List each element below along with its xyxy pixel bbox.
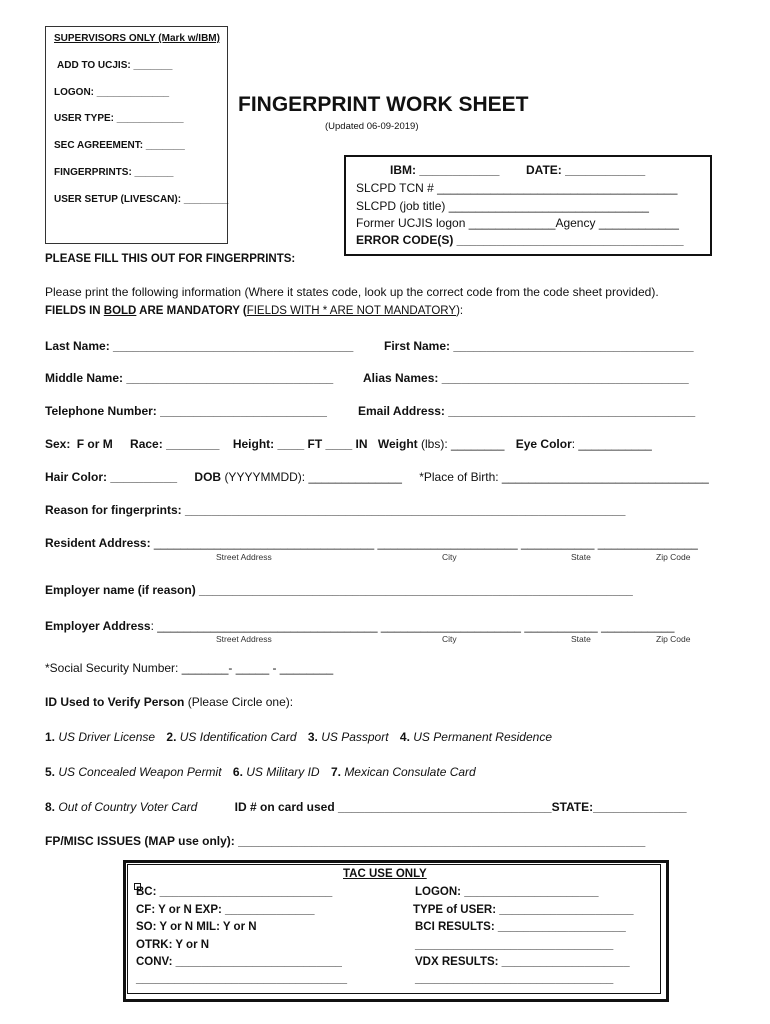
physical-row [45, 437, 652, 451]
slcpd-tcn-field[interactable]: SLCPD TCN # ____________________________________ [356, 181, 678, 195]
sec-agreement-field[interactable]: SEC AGREEMENT: _______ [54, 140, 185, 151]
id-option-3-label: US Passport [321, 730, 389, 744]
hair-dob-row [45, 470, 709, 484]
id-option-1-number: 1. [45, 730, 56, 744]
resident-address-label: Resident Address: [45, 536, 154, 550]
id-option-5[interactable] [45, 765, 222, 779]
employer-name-field[interactable]: Employer name (if reason) _________________________________________________________________ [45, 583, 633, 597]
employer-address-label: Employer Address [45, 619, 151, 633]
height-field[interactable]: Height: ____ FT ____ IN [232, 437, 368, 451]
id-option-1[interactable] [45, 730, 155, 744]
not-mandatory-text: FIELDS WITH * ARE NOT MANDATORY [246, 305, 457, 317]
tac-otrk-field[interactable]: OTRK: Y or N [136, 939, 210, 951]
id-option-5-label: US Concealed Weapon Permit [58, 765, 222, 779]
id-option-3-number: 3. [307, 730, 318, 744]
id-option-8[interactable] [45, 800, 197, 814]
user-setup-field[interactable]: USER SETUP (LIVESCAN): ________ [54, 194, 229, 205]
tac-left-blank[interactable]: _________________________________ [136, 973, 348, 985]
fields-in-text: FIELDS IN [45, 305, 104, 317]
tac-user-type-field[interactable]: TYPE of USER: _____________________ [413, 904, 634, 916]
hair-color-field[interactable]: Hair Color: __________ [45, 470, 178, 484]
id-option-4[interactable] [400, 730, 552, 744]
print-instructions: Please print the following information (Where it states code, look up the correct code from the code sheet provided). [45, 285, 659, 299]
id-option-4-number: 4. [399, 730, 410, 744]
id-option-8-label: Out of Country Voter Card [58, 800, 198, 814]
id-option-4-label: US Permanent Residence [413, 730, 553, 744]
id-used-row [45, 695, 293, 709]
alias-names-field[interactable]: Alias Names: _____________________________________ [363, 371, 689, 385]
tac-cf-field[interactable]: CF: Y or N EXP: ______________ [136, 904, 315, 916]
id-option-2-number: 2. [166, 730, 177, 744]
sex-options[interactable]: F or M [76, 437, 113, 451]
first-name-field[interactable]: First Name: ____________________________________ [384, 339, 694, 353]
eye-color-field[interactable]: : ___________ [571, 437, 652, 451]
ssn-field[interactable]: *Social Security Number: _______- _____ - ________ [45, 661, 334, 675]
last-name-field[interactable]: Last Name: ____________________________________ [45, 339, 354, 353]
fingerprints-field[interactable]: FINGERPRINTS: _______ [54, 167, 174, 178]
tac-conv-field[interactable]: CONV: __________________________ [136, 956, 342, 968]
slcpd-job-title-field[interactable]: SLCPD (job title) ______________________________ [356, 199, 649, 213]
former-ucjis-logon-field[interactable]: Former UCJIS logon _____________Agency ____________ [356, 216, 679, 230]
mandatory-note [45, 305, 463, 317]
id-option-7-number: 7. [330, 765, 341, 779]
resident-street-caption: Street Address [216, 552, 272, 562]
tac-logon-field[interactable]: LOGON: _____________________ [415, 886, 599, 898]
tac-bci-results-field[interactable]: BCI RESULTS: ____________________ [415, 921, 626, 933]
id-option-2-label: US Identification Card [179, 730, 297, 744]
id-used-hint: (Please Circle one): [187, 695, 294, 709]
page-title: FINGERPRINT WORK SHEET [238, 93, 529, 116]
add-to-ucjis-field[interactable]: ADD TO UCJIS: _______ [57, 60, 173, 71]
dob-field[interactable]: (YYYYMMDD): ______________ [224, 470, 402, 484]
bold-word: BOLD [103, 305, 137, 317]
error-codes-field[interactable]: ERROR CODE(S) __________________________________ [356, 233, 684, 247]
race-field[interactable]: Race: ________ [130, 437, 220, 451]
resident-address-blanks[interactable]: _________________________________ _____________________ ___________ _______________ [153, 536, 698, 550]
id-option-2[interactable] [166, 730, 296, 744]
id-number-field[interactable]: ID # on card used ________________________________STATE:______________ [234, 800, 687, 814]
id-used-label: ID Used to Verify Person [45, 695, 185, 709]
id-options-row-2 [45, 765, 476, 779]
place-of-birth-field[interactable]: *Place of Birth: _______________________________ [419, 470, 709, 484]
sex-label: Sex: [45, 437, 71, 451]
id-option-6-label: US Military ID [246, 765, 320, 779]
employer-zip-caption: Zip Code [656, 634, 691, 644]
user-type-field[interactable]: USER TYPE: ____________ [54, 113, 184, 124]
employer-address-row[interactable] [45, 619, 674, 633]
employer-city-caption: City [442, 634, 457, 644]
weight-field[interactable]: (lbs): ________ [421, 437, 505, 451]
id-option-8-number: 8. [45, 800, 56, 814]
weight-label: Weight [377, 437, 418, 451]
id-option-3[interactable] [308, 730, 389, 744]
employer-address-blanks[interactable]: : _________________________________ _____________________ ___________ ___________ [150, 619, 675, 633]
tac-right-blank-2[interactable]: _______________________________ [415, 973, 614, 985]
updated-date: (Updated 06-09-2019) [325, 121, 419, 132]
dob-label: DOB [194, 470, 222, 484]
resident-address-row[interactable] [45, 536, 698, 550]
id-option-1-label: US Driver License [58, 730, 156, 744]
resident-zip-caption: Zip Code [656, 552, 691, 562]
employer-street-caption: Street Address [216, 634, 272, 644]
id-options-row-3 [45, 800, 687, 814]
id-option-6[interactable] [233, 765, 320, 779]
eye-color-label: Eye Color [515, 437, 572, 451]
supervisor-logon-field[interactable]: LOGON: _____________ [54, 87, 170, 98]
middle-name-field[interactable]: Middle Name: _______________________________ [45, 371, 334, 385]
id-options-row-1 [45, 730, 552, 744]
telephone-field[interactable]: Telephone Number: _________________________ [45, 404, 327, 418]
tac-heading: TAC USE ONLY [343, 868, 427, 880]
tac-right-blank[interactable]: _______________________________ [415, 939, 614, 951]
are-mandatory-text: ARE MANDATORY ( [136, 305, 247, 317]
id-option-7[interactable] [331, 765, 476, 779]
supervisors-box [45, 26, 228, 244]
email-field[interactable]: Email Address: _____________________________________ [358, 404, 696, 418]
reason-field[interactable]: Reason for fingerprints: __________________________________________________________________ [45, 503, 626, 517]
tac-bc-field[interactable]: BC: ___________________________ [136, 886, 333, 898]
fill-out-heading: PLEASE FILL THIS OUT FOR FINGERPRINTS: [45, 253, 296, 265]
fp-misc-field[interactable]: FP/MISC ISSUES (MAP use only): _____________________________________________________________ [45, 834, 646, 848]
id-option-6-number: 6. [232, 765, 243, 779]
tac-vdx-results-field[interactable]: VDX RESULTS: ____________________ [415, 956, 630, 968]
resident-city-caption: City [442, 552, 457, 562]
date-field[interactable]: DATE: ____________ [526, 163, 646, 177]
resident-state-caption: State [571, 552, 591, 562]
supervisors-heading: SUPERVISORS ONLY (Mark w/IBM) [54, 33, 220, 44]
close-paren: ): [456, 305, 464, 317]
employer-state-caption: State [571, 634, 591, 644]
tac-so-mil-field[interactable]: SO: Y or N MIL: Y or N [136, 921, 257, 933]
ibm-field[interactable]: IBM: ____________ [390, 163, 500, 177]
id-option-5-number: 5. [45, 765, 56, 779]
id-option-7-label: Mexican Consulate Card [344, 765, 476, 779]
